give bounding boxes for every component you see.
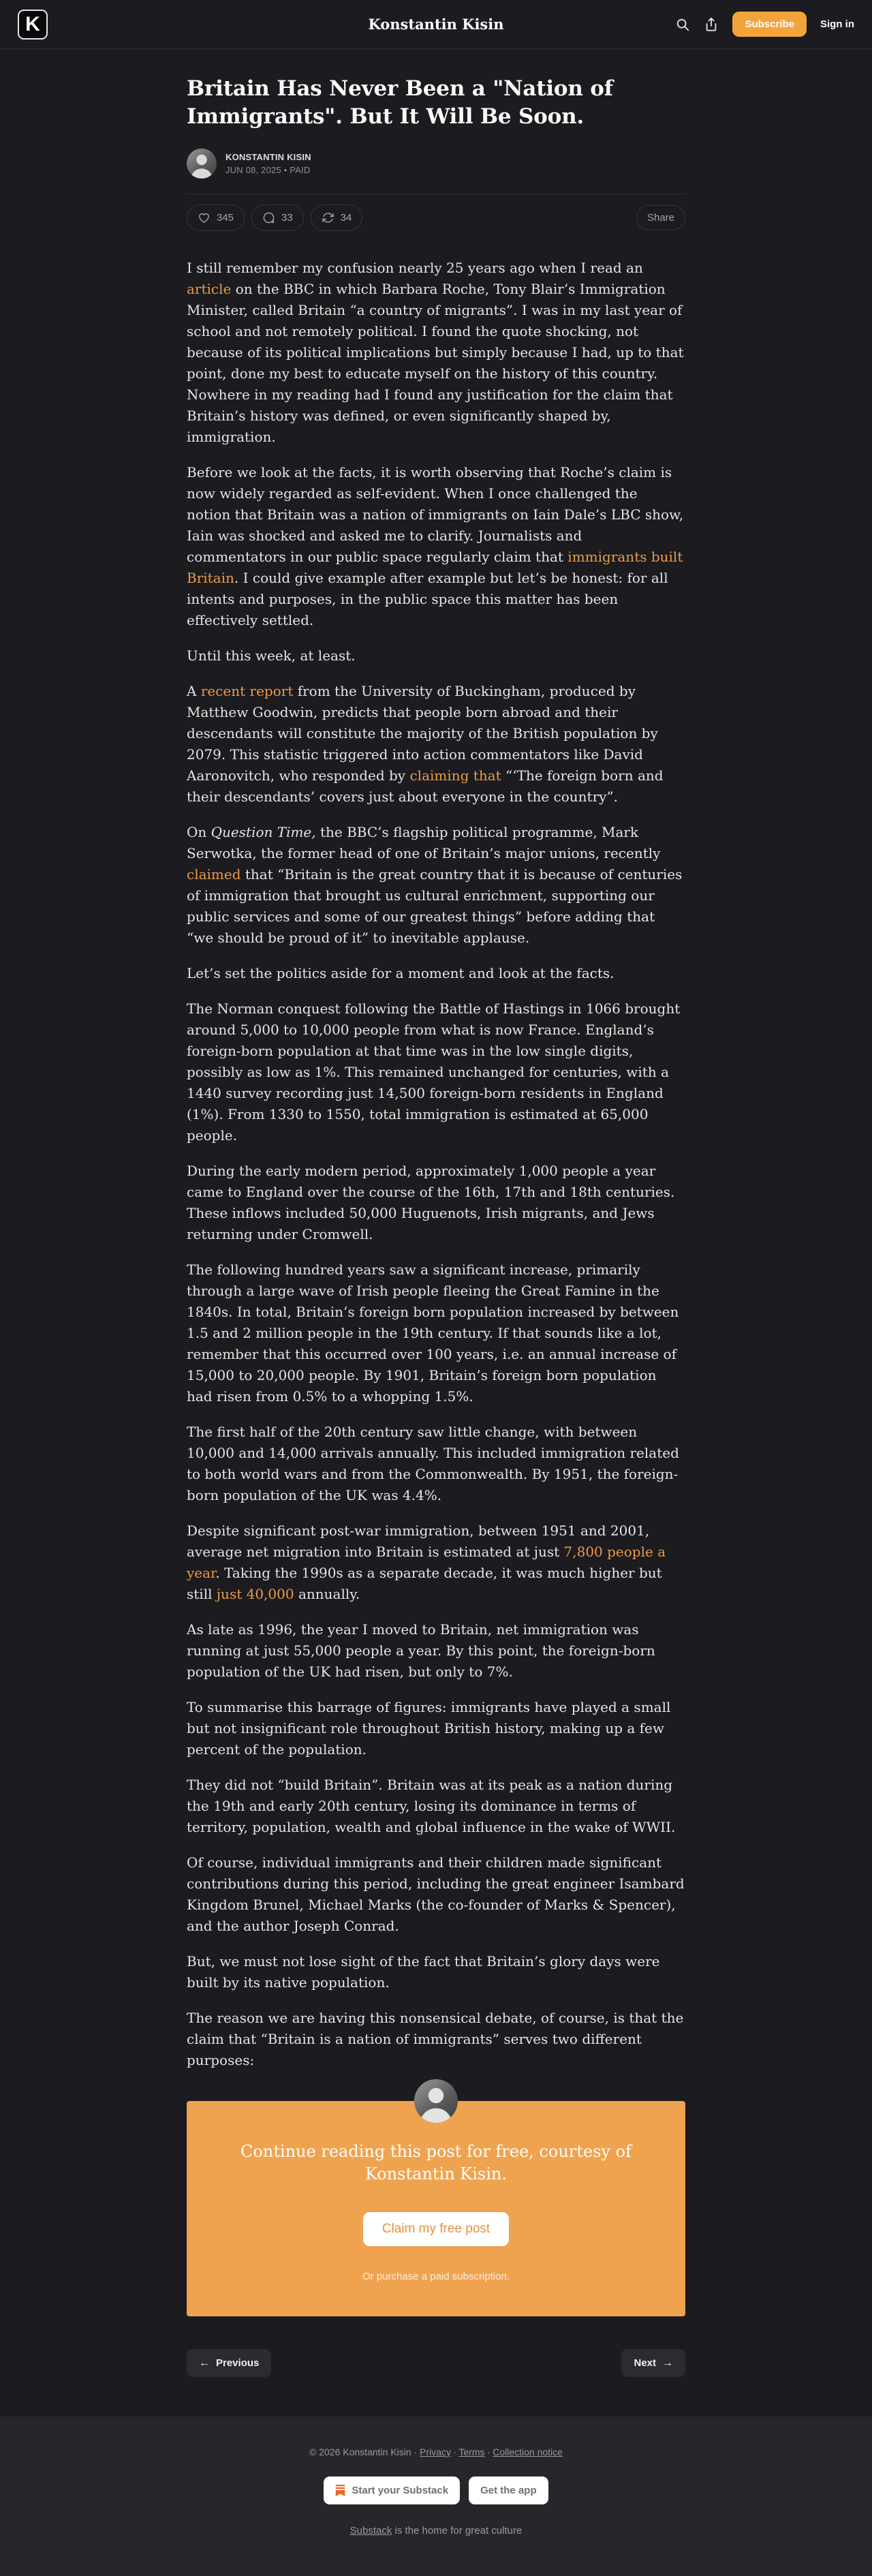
post-date: JUN 08, 2025 bbox=[225, 164, 281, 175]
paragraph: The following hundred years saw a significant increase, primarily through a large wave of Irish people fleeing the Great Famine in the 1840s. In total, Britain’s foreign born population increased by between 1.5 and 2 million people in the 19th century. If that sounds like a lot, remember that this occurred over 100 years, i.e. an annual increase of 15,000 to 20,000 people. By 1901, Britain’s foreign born population had risen from 0.5% to a whopping 1.5%. bbox=[187, 1261, 679, 1405]
arrow-right-icon: → bbox=[662, 2357, 673, 2369]
byline-meta bbox=[225, 152, 311, 175]
inline-link[interactable]: recent report bbox=[200, 682, 294, 699]
subscribe-button[interactable]: Subscribe bbox=[732, 12, 807, 37]
paragraph: On Question Time, the BBC’s flagship political programme, Mark Serwotka, the former head of one of Britain’s major unions, recently claimed that “Britain is the great country that it is because of centuries of immigration that brought us cultural enrichment, supporting our public services and some of our greatest things” before adding that “we should be proud of it” to inevitable applause. bbox=[187, 823, 683, 946]
site-footer bbox=[0, 2417, 872, 2576]
comment-count: 33 bbox=[281, 211, 293, 224]
paywall-avatar bbox=[414, 2079, 458, 2123]
footer-link-terms[interactable]: Terms bbox=[458, 2447, 485, 2457]
paid-badge: PAID bbox=[290, 164, 311, 175]
comment-icon bbox=[262, 211, 275, 224]
inline-link[interactable]: 7,800 people a year bbox=[187, 1543, 666, 1581]
emphasis-text: Question Time, bbox=[211, 823, 316, 840]
engagement-bar bbox=[187, 194, 685, 241]
inline-link[interactable]: just 40,000 bbox=[216, 1585, 294, 1602]
restack-button[interactable] bbox=[311, 204, 363, 231]
paragraph: To summarise this barrage of figures: immigrants have played a small but not insignificant role throughout British history, making up a few percent of the population. bbox=[187, 1698, 671, 1758]
article-container bbox=[187, 75, 685, 2417]
heart-icon bbox=[198, 211, 211, 224]
footer-tagline bbox=[0, 2525, 872, 2536]
paywall-subtext[interactable]: Or purchase a paid subscription. bbox=[362, 2271, 510, 2282]
share-button[interactable]: Share bbox=[636, 205, 685, 230]
paragraph: The reason we are having this nonsensical debate, of course, is that the claim that “Britain is a nation of immigrants” serves two different purposes: bbox=[187, 2009, 684, 2068]
arrow-left-icon: ← bbox=[199, 2357, 210, 2369]
inline-link[interactable]: immigrants built Britain bbox=[187, 548, 683, 586]
paragraph: Until this week, at least. bbox=[187, 647, 356, 664]
paragraph: But, we must not lose sight of the fact that Britain’s glory days were built by its native population. bbox=[187, 1952, 660, 1991]
share-icon[interactable] bbox=[704, 17, 719, 32]
publication-title[interactable]: Konstantin Kisin bbox=[368, 16, 504, 33]
tagline-text: is the home for great culture bbox=[392, 2525, 523, 2536]
get-app-label: Get the app bbox=[480, 2485, 537, 2496]
post-date-and-paid bbox=[225, 165, 311, 175]
get-app-button[interactable] bbox=[469, 2477, 548, 2504]
next-post-button[interactable] bbox=[621, 2349, 685, 2377]
paywall-heading: Continue reading this post for free, courtesy of Konstantin Kisin. bbox=[240, 2141, 632, 2184]
restack-icon bbox=[322, 211, 334, 224]
paragraph: Before we look at the facts, it is worth observing that Roche’s claim is now widely regarded as self-evident. When I once challenged the notion that Britain was a nation of immigrants on Iain Dale’s LBC show, Iain was shocked and asked me to clarify. Journalists and commentators in our public space regularly claim that immigrants built Britain. I could give example after example but let’s be honest: for all intents and purposes, in the public space this matter has been effectively settled. bbox=[187, 463, 684, 628]
site-header bbox=[0, 0, 872, 49]
paragraph: They did not “build Britain”. Britain was at its peak as a nation during the 19th and early 20th century, losing its dominance in terms of territory, population, wealth and global influence in the wake of WWII. bbox=[187, 1776, 676, 1835]
paragraph: Let’s set the politics aside for a moment and look at the facts. bbox=[187, 964, 614, 981]
claim-free-post-button[interactable]: Claim my free post bbox=[363, 2212, 509, 2246]
search-icon[interactable] bbox=[675, 17, 690, 32]
paragraph: The Norman conquest following the Battle of Hastings in 1066 brought around 5,000 to 10,000 people from what is now France. England’s foreign-born population at that time was in the low single digits, possibly as low as 1%. This remained unchanged for centuries, with a 1440 survey recording just 14,500 foreign-born residents in England (1%). From 1330 to 1550, total immigration is estimated at 65,000 people. bbox=[187, 1000, 681, 1144]
paragraph: The first half of the 20th century saw little change, with between 10,000 and 14,000 arrivals annually. This included immigration related to both world wars and from the Commonwealth. By 1951, the foreign-born population of the UK was 4.4%. bbox=[187, 1423, 679, 1503]
paragraph: During the early modern period, approximately 1,000 people a year came to England over the course of the 16th, 17th and 18th centuries. These inflows included 50,000 Huguenots, Irish migrants, and Jews returning under Cromwell. bbox=[187, 1162, 675, 1242]
byline bbox=[187, 149, 685, 179]
like-count: 345 bbox=[217, 211, 234, 224]
paragraph: I still remember my confusion nearly 25 years ago when I read an article on the BBC in which Barbara Roche, Tony Blair’s Immigration Minister, called Britain “a country of migrants”. I was in my last year of school and not remotely political. I found the quote shocking, not because of its political implications but simply because I had, up to that point, done my best to educate myself on the history of this country. Nowhere in my reading had I found any justification for the claim that Britain’s history was defined, or even significantly shaped by, immigration. bbox=[187, 259, 684, 445]
post-pagination bbox=[187, 2349, 685, 2417]
dot-separator: • bbox=[283, 164, 287, 175]
publication-logo[interactable] bbox=[18, 10, 48, 40]
previous-label: Previous bbox=[216, 2357, 260, 2369]
inline-link[interactable]: claiming that bbox=[409, 767, 501, 784]
next-label: Next bbox=[634, 2357, 656, 2369]
substack-logo-icon bbox=[335, 2485, 345, 2496]
paragraph: Of course, individual immigrants and their children made significant contributions during this period, including the great engineer Isambard Kingdom Brunel, Michael Marks (the co-founder of Marks & Spencer), and the author Joseph Conrad. bbox=[187, 1854, 685, 1934]
footer-link-privacy[interactable]: Privacy bbox=[420, 2447, 452, 2457]
signin-link[interactable]: Sign in bbox=[820, 18, 854, 30]
article-body bbox=[187, 258, 685, 2071]
header-actions bbox=[675, 12, 854, 37]
paragraph: As late as 1996, the year I moved to Britain, net immigration was running at just 55,000 people a year. By this point, the foreign-born population of the UK had risen, but only to 7%. bbox=[187, 1621, 655, 1680]
paragraph: Despite significant post-war immigration, between 1951 and 2001, average net migration into Britain is estimated at just 7,800 people a year. Taking the 1990s as a separate decade, it was much higher but still just 40,000 annually. bbox=[187, 1522, 666, 1602]
footer-link-collection-notice[interactable]: Collection notice bbox=[493, 2447, 563, 2457]
restack-count: 34 bbox=[340, 211, 352, 224]
start-substack-button[interactable] bbox=[324, 2477, 460, 2504]
comment-button[interactable] bbox=[251, 204, 304, 231]
inline-link[interactable]: claimed bbox=[187, 865, 241, 883]
footer-buttons bbox=[0, 2477, 872, 2504]
logo-letter: K bbox=[25, 12, 40, 35]
like-button[interactable] bbox=[187, 204, 245, 231]
substack-home-link[interactable]: Substack bbox=[349, 2525, 392, 2536]
author-name[interactable]: KONSTANTIN KISIN bbox=[225, 151, 311, 162]
paywall-box bbox=[187, 2101, 685, 2316]
start-substack-label: Start your Substack bbox=[352, 2485, 449, 2496]
author-avatar[interactable] bbox=[187, 149, 217, 179]
post-title: Britain Has Never Been a "Nation of Immigrants". But It Will Be Soon. bbox=[187, 76, 613, 129]
paragraph: A recent report from the University of Buckingham, produced by Matthew Goodwin, predicts that people born abroad and their descendants will constitute the majority of the British population by 2079. This statistic triggered into action commentators like David Aaronovitch, who responded by claiming that “‘The foreign born and their descendants’ covers just about everyone in the country”. bbox=[187, 682, 664, 805]
inline-link[interactable]: article bbox=[187, 280, 232, 297]
footer-legal-line: © 2026 Konstantin Kisin · Privacy ∙ Terms ∙ Collection notice bbox=[309, 2447, 563, 2457]
previous-post-button[interactable] bbox=[187, 2349, 271, 2377]
